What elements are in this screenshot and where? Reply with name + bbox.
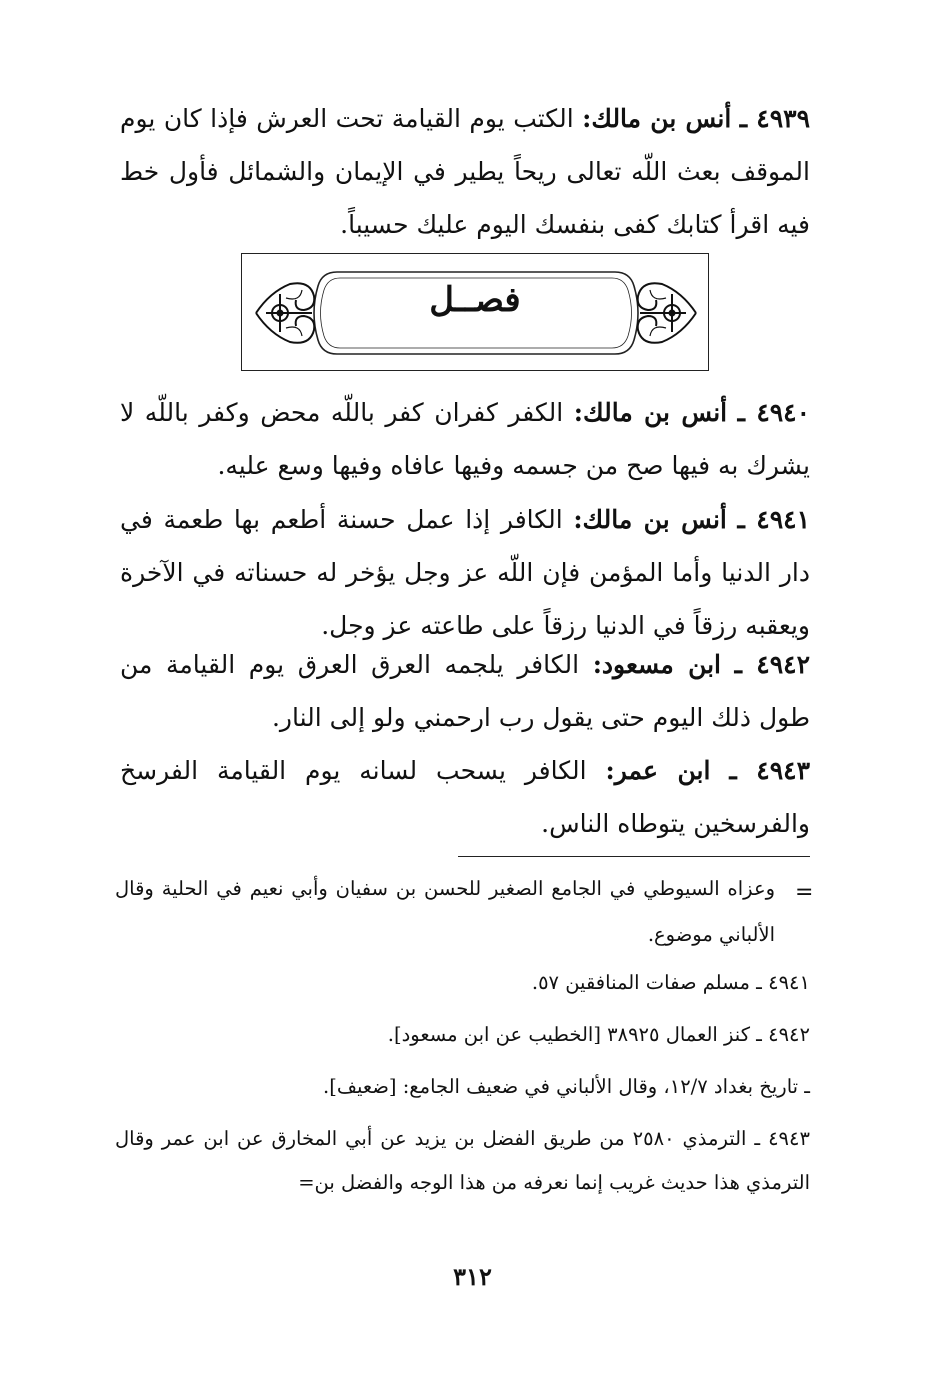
hadith-entry-4943 [120, 744, 810, 850]
hadith-narrator: أنس بن مالك: [582, 104, 732, 133]
page-number: ٣١٢ [453, 1262, 492, 1291]
footnote-continued: وعزاه السيوطي في الجامع الصغير للحسن بن سفيان وأبي نعيم في الحلية وقال الألباني موضوع. [115, 877, 775, 946]
footnote-4942-extra: ـ تاريخ بغداد ١٢/٧، وقال الألباني في ضعيف الجامع: [ضعيف]. [323, 1075, 810, 1098]
hadith-narrator: أنس بن مالك: [573, 398, 728, 427]
hadith-text: الكافر إذا عمل حسنة أطعم بها طعمة في دار الدنيا وأما المؤمن فإن اللّه عز وجل يؤخر له حسناته في الآخرة ويعقبه رزقاً في الدنيا رزقاً على طاعته عز وجل. [120, 505, 810, 640]
footnote-separator [458, 856, 810, 857]
hadith-narrator: أنس بن مالك: [573, 505, 727, 534]
hadith-number: ٤٩٣٩ ـ [739, 104, 810, 133]
footnote-4943: ٤٩٤٣ ـ الترمذي ٢٥٨٠ من طريق الفضل بن يزيد عن أبي المخارق عن ابن عمر وقال الترمذي هذا حديث غريب إنما نعرفه من هذا الوجه والفضل بن= [115, 1127, 810, 1194]
hadith-text: الكافر يلجمه العرق العرق يوم القيامة من طول ذلك اليوم حتى يقول رب ارحمني ولو إلى النار. [120, 650, 810, 732]
hadith-text: الكافر يسحب لسانه يوم القيامة الفرسخ والفرسخين يتوطاه الناس. [120, 756, 810, 838]
footnote-4941: ٤٩٤١ ـ مسلم صفات المنافقين ٥٧. [531, 971, 810, 994]
hadith-number: ٤٩٤٠ ـ [737, 398, 811, 427]
hadith-text: الكفر كفران كفر باللّه محض وكفر باللّه لا يشرك به فيها صح من جسمه وفيها عافاه وفيها وسع عليه. [120, 398, 810, 480]
hadith-narrator: ابن عمر: [605, 756, 711, 785]
hadith-entry-4942 [120, 638, 810, 744]
footnote-4942: ٤٩٤٢ ـ كنز العمال ٣٨٩٢٥ [الخطيب عن ابن مسعود]. [387, 1023, 810, 1046]
section-heading: فصــل [429, 280, 521, 320]
section-heading-frame [241, 253, 709, 371]
hadith-text: الكتب يوم القيامة تحت العرش فإذا كان يوم الموقف بعث اللّه تعالى ريحاً يطير في الإيمان والشمائل فأول خط فيه اقرأ كتابك كفى بنفسك اليوم عليك حسيباً. [120, 104, 810, 239]
hadith-entry-4939 [120, 92, 810, 251]
hadith-narrator: ابن مسعود: [592, 650, 722, 679]
hadith-number: ٤٩٤١ ـ [737, 505, 810, 534]
hadith-entry-4940 [120, 386, 810, 492]
footnote-continuation-mark: = [795, 880, 814, 905]
hadith-number: ٤٩٤٢ ـ [734, 650, 811, 679]
hadith-entry-4941 [120, 493, 810, 652]
hadith-number: ٤٩٤٣ ـ [729, 756, 811, 785]
